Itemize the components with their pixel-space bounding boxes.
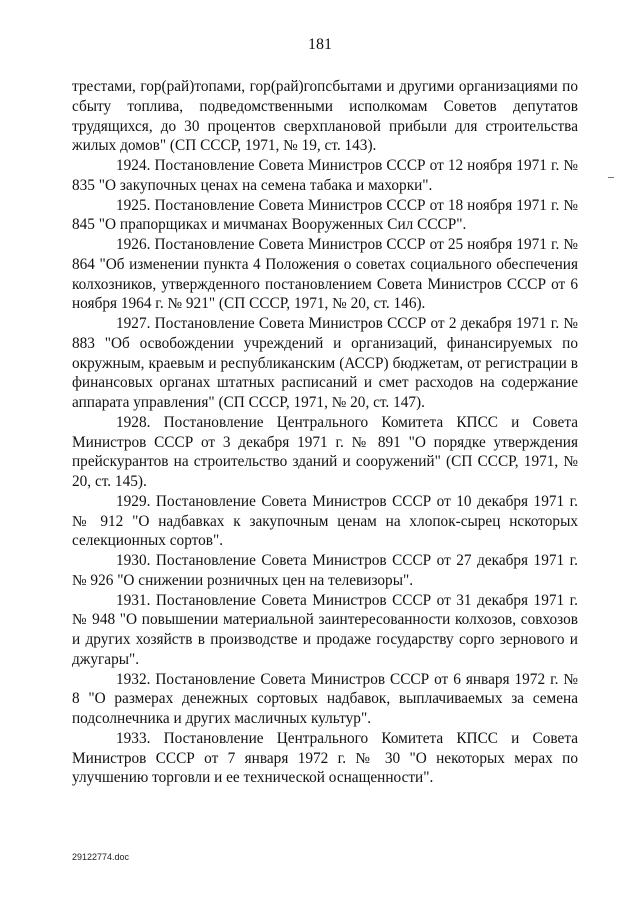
document-body — [72, 77, 578, 788]
entry-1929: 1929. Постановление Совета Министров СССР от 10 декабря 1971 г. № 912 "О надбавках к закупочным ценам на хлопок-сырец нскоторых селекционных сортов". — [72, 492, 578, 550]
entry-1924: 1924. Постановление Совета Министров СССР от 12 ноября 1971 г. № 835 "О закупочных ценах на семена табака и махорки". — [72, 157, 578, 194]
footer-filename: 29122774.doc — [72, 852, 130, 862]
entry-1925: 1925. Постановление Совета Министров СССР от 18 ноября 1971 г. № 845 "О прапорщиках и мичманах Вооруженных Сил СССР". — [72, 196, 578, 234]
entry-1926: 1926. Постановление Совета Министров СССР от 25 ноября 1971 г. № 864 "Об изменении пункта 4 Положения о советах социального обеспечения колхозников, утвержденного постановлением Совета Министров СССР от 6 ноября 1964 г. № 921" (СП СССР, 1971, № 20, ст. 146). — [72, 236, 578, 313]
continuation-paragraph: трестами, гор(рай)топами, гор(рай)гопсбытами и другими организациями по сбыту топлива, подведомственными исполкомам Советов депутатов трудящихся, до 30 процентов сверхплановой прибыли для строительства жилых домов" (СП СССР, 1971, № 19, ст. 143). — [72, 78, 578, 155]
entry-1931: 1931. Постановление Совета Министров СССР от 31 декабря 1971 г. № 948 "О повышении материальной заинтересованности колхозов, совхозов и других хозяйств в производстве и продаже государству сорго зернового и джугары". — [72, 591, 578, 668]
entry-1932: 1932. Постановление Совета Министров СССР от 6 января 1972 г. № 8 "О размерах денежных сортовых надбавок, выплачиваемых за семена подсолнечника и других масличных культур". — [72, 670, 578, 727]
margin-mark — [608, 177, 614, 178]
entry-1927: 1927. Постановление Совета Министров СССР от 2 декабря 1971 г. № 883 "Об освобождении учреждений и организаций, финансируемых по окружным, краевым и республиканским (АССР) бюджетам, от регистрации в финансовых органах штатных расписаний и смет расходов на содержание аппарата управления" (СП СССР, 1971, № 20, ст. 147). — [72, 315, 578, 411]
entry-1928: 1928. Постановление Центрального Комитета КПСС и Совета Министров СССР от 3 декабря 1971 г. № 891 "О порядке утверждения прейскурантов на строительство зданий и сооружений" (СП СССР, 1971, № 20, ст. 145). — [72, 413, 578, 490]
entry-1933: 1933. Постановление Центрального Комитета КПСС и Совета Министров СССР от 7 января 1972 г. № 30 "О некоторых мерах по улучшению торговли и ее технической оснащенности". — [72, 729, 578, 787]
page-number: 181 — [308, 36, 332, 53]
entry-1930: 1930. Постановление Совета Министров СССР от 27 декабря 1971 г. № 926 "О снижении розничных цен на телевизоры". — [72, 552, 578, 589]
